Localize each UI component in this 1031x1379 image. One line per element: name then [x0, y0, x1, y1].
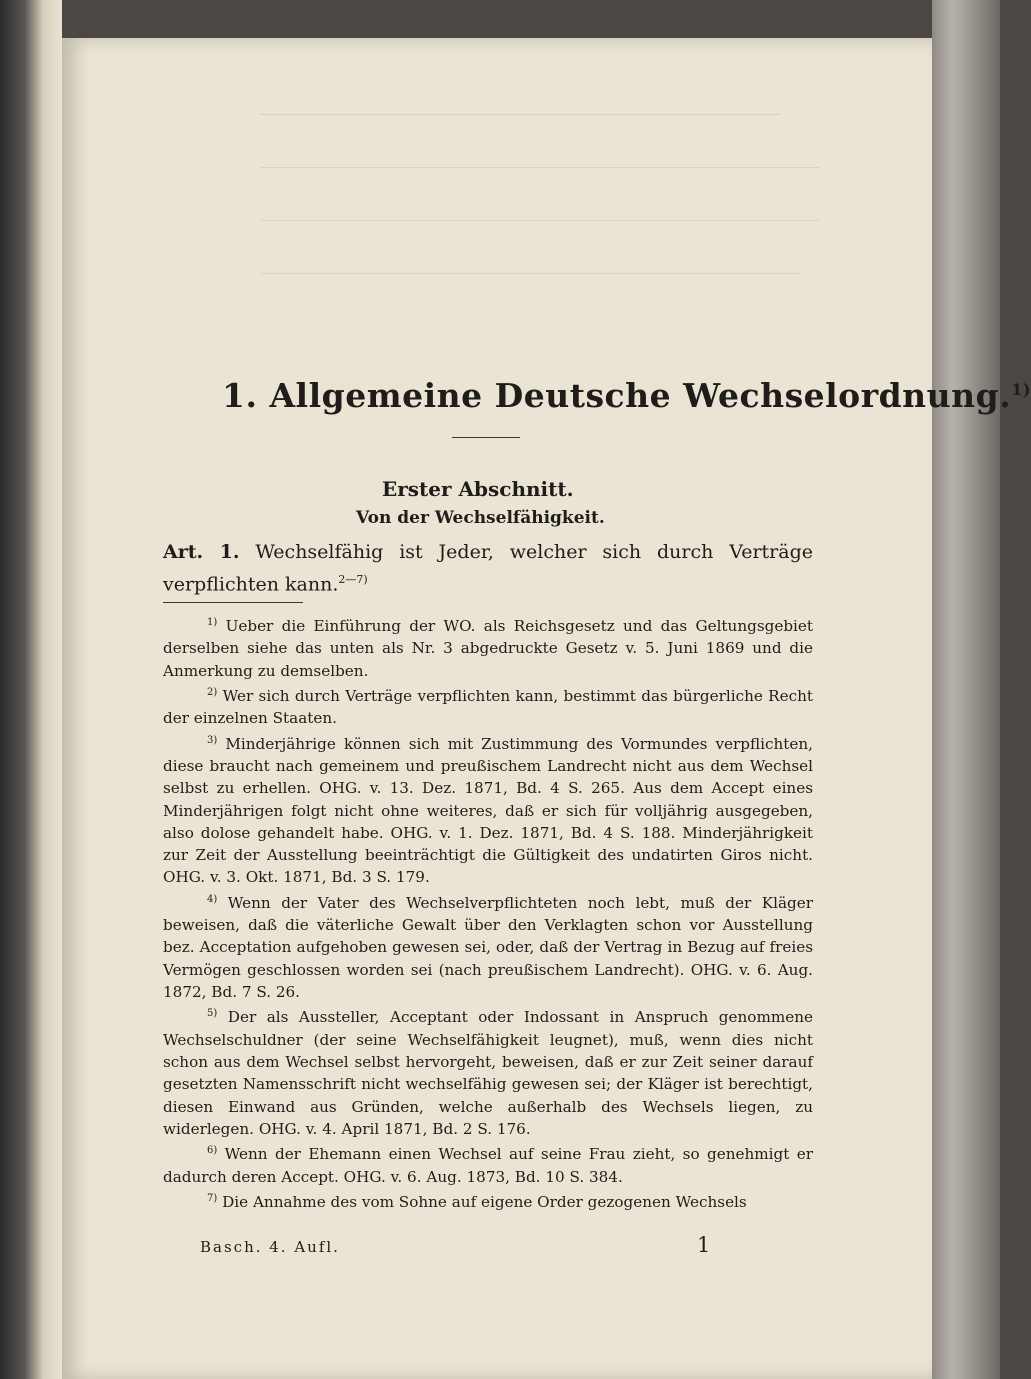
article-1 — [163, 538, 813, 598]
footnote-mark: 2) — [207, 686, 218, 698]
footnote-1 — [163, 612, 813, 682]
show-through — [260, 100, 800, 340]
book-edge — [932, 0, 1000, 1379]
article-text: Wechselfähig ist Jeder, welcher sich durch Verträge verpflichten kann. — [163, 541, 813, 596]
footnote-text: Ueber die Einführung der WO. als Reichsgesetz und das Geltungsgebiet derselben siehe das unten als Nr. 3 abgedruckte Gesetz v. 5. Juni 1869 und die Anmerkung zu demselben. — [163, 617, 813, 680]
footnote-mark: 6) — [207, 1145, 218, 1157]
footnotes — [163, 612, 813, 1213]
footnote-text: Die Annahme des vom Sohne auf eigene Order gezogenen Wechsels — [222, 1192, 747, 1211]
article-note-refs: 2—7) — [338, 573, 368, 586]
footnote-text: Minderjährige können sich mit Zustimmung des Vormundes verpflichten, diese braucht nach gemeinem und preußischem Landrecht nicht aus dem Wechsel selbst zu erhellen. OHG. v. 13. Dez. 1871, Bd. 4 S. 265. Aus dem Accept eines Minderjährigen folgt nicht ohne weiteres, daß er sich für volljährig ausgegeben, also dolose gehandelt habe. OHG. v. 1. Dez. 1871, Bd. 4 S. 188. Minderjährigkeit zur Zeit der Ausstellung beeinträchtigt die Gültigkeit des undatirten Giros nicht. OHG. v. 3. Okt. 1871, Bd. 3 S. 179. — [163, 734, 813, 887]
title-text: Allgemeine Deutsche Wechselordnung. — [269, 376, 1012, 415]
book-spine — [0, 0, 62, 1379]
title-footnote-mark: 1) — [1011, 380, 1031, 399]
page-title — [222, 376, 1031, 415]
footnote-mark: 4) — [207, 893, 218, 905]
section-subtitle: Von der Wechselfähigkeit. — [356, 508, 605, 528]
footnote-4 — [163, 889, 813, 1004]
title-number: 1. — [222, 376, 258, 415]
footnote-text: Wer sich durch Verträge verpflichten kann, bestimmt das bürgerliche Recht der einzelnen Staaten. — [163, 687, 813, 728]
footnote-3 — [163, 730, 813, 889]
footnote-5 — [163, 1003, 813, 1140]
page-number: 1 — [697, 1233, 711, 1257]
section-label: Erster Abschnitt. — [382, 477, 574, 501]
footnote-2 — [163, 682, 813, 730]
footnote-text: Wenn der Vater des Wechselverpflichteten noch lebt, muß der Kläger beweisen, daß die väterliche Gewalt über den Verklagten schon vor Ausstellung bez. Acceptation aufgehoben gewesen sei, oder, daß der Vertrag in Bezug auf freies Vermögen geschlossen worden sei (nach preußischem Landrecht). OHG. v. 6. Aug. 1872, Bd. 7 S. 26. — [163, 893, 814, 1001]
title-divider — [452, 437, 520, 438]
footnote-mark: 1) — [207, 617, 218, 628]
article-number: Art. 1. — [163, 541, 240, 563]
footnote-7 — [163, 1188, 813, 1213]
footnote-mark: 3) — [207, 734, 218, 746]
footnote-mark: 5) — [207, 1008, 218, 1020]
footnote-6 — [163, 1140, 813, 1188]
footnote-divider — [163, 602, 303, 603]
footnote-mark: 7) — [207, 1192, 218, 1204]
printer-signature: Basch. 4. Aufl. — [200, 1238, 340, 1256]
footnote-text: Wenn der Ehemann einen Wechsel auf seine Frau zieht, so genehmigt er dadurch deren Accept. OHG. v. 6. Aug. 1873, Bd. 10 S. 384. — [163, 1145, 813, 1186]
footnote-text: Der als Aussteller, Acceptant oder Indossant in Anspruch genommene Wechselschuldner (der seine Wechselfähigkeit leugnet), muß, wenn dies nicht schon aus dem Wechsel selbst hervorgeht, beweisen, daß er zur Zeit seiner darauf gesetzten Namensschrift nicht wechselfähig gewesen sei; der Kläger ist berechtigt, diesen Einwand aus Gründen, welche außerhalb des Wechsels liegen, zu widerlegen. OHG. v. 4. April 1871, Bd. 2 S. 176. — [163, 1008, 814, 1138]
